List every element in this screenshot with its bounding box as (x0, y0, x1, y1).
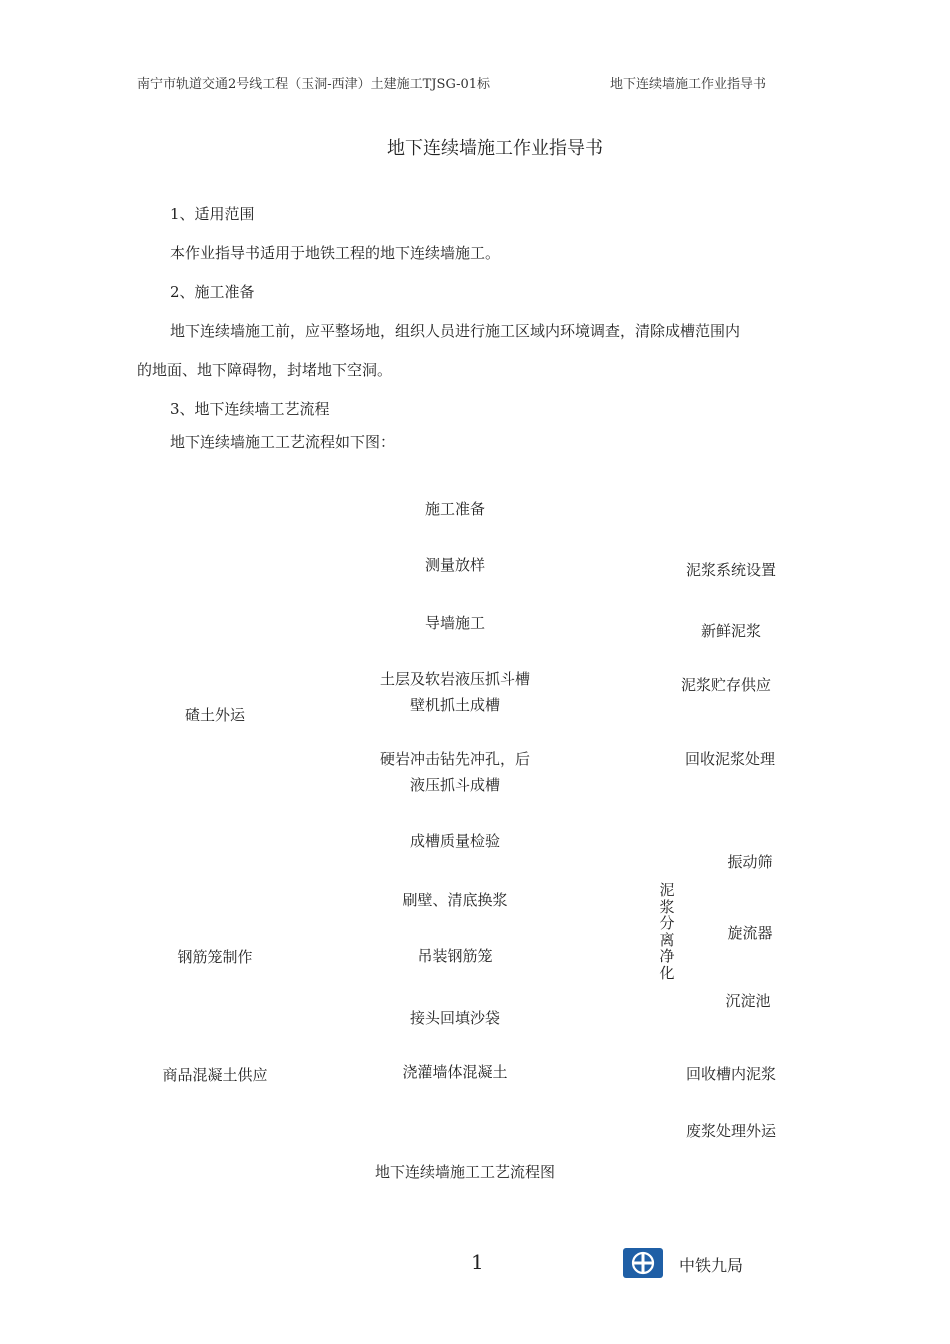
section-1-body: 本作业指导书适用于地铁工程的地下连续墙施工。 (170, 244, 501, 262)
flow-step-text: 接头回填沙袋 (409, 1009, 500, 1027)
separation-item: 沉淀池 (725, 992, 771, 1010)
flow-step-text: 施工准备 (424, 500, 485, 518)
flow-left-item: 商品混凝土供应 (162, 1066, 268, 1084)
flow-step (355, 666, 555, 718)
header-left: 南宁市轨道交通2号线工程（玉洞-西津）土建施工TJSG-01标 (137, 77, 491, 92)
flow-step-text: 硬岩冲击钻先冲孔，后 (379, 750, 530, 768)
flow-step-text: 刷壁、清底换浆 (402, 891, 508, 909)
flow-right-item: 新鲜泥浆 (700, 622, 761, 640)
flow-step (355, 887, 555, 913)
section-2-body-line2: 的地面、地下障碍物，封堵地下空洞。 (137, 361, 393, 379)
flow-step-text: 吊装钢筋笼 (417, 947, 493, 965)
flow-step-text: 壁机抓土成槽 (409, 696, 500, 714)
flow-right-item: 回收槽内泥浆 (685, 1065, 776, 1083)
flow-left-item: 钢筋笼制作 (177, 948, 253, 966)
flow-step (355, 496, 555, 522)
section-3-body: 地下连续墙施工工艺流程如下图： (170, 433, 396, 451)
section-3-heading: 3、地下连续墙工艺流程 (170, 400, 330, 418)
flow-step (355, 746, 555, 798)
flow-step (355, 610, 555, 636)
section-1-heading: 1、适用范围 (170, 205, 255, 223)
flow-step-text: 导墙施工 (424, 614, 485, 632)
flow-step-text: 测量放样 (424, 556, 485, 574)
flow-step (355, 1059, 555, 1085)
separation-label: 泥浆分离净化 (659, 881, 675, 982)
flow-step (355, 552, 555, 578)
flow-left-item: 碴土外运 (184, 706, 245, 724)
page-title: 地下连续墙施工作业指导书 (387, 138, 603, 159)
section-2-body-line1: 地下连续墙施工前，应平整场地，组织人员进行施工区域内环境调查，清除成槽范围内 (170, 322, 741, 340)
header-right: 地下连续墙施工作业指导书 (610, 77, 767, 92)
page-number: 1 (471, 1250, 484, 1274)
flow-step-text: 液压抓斗成槽 (409, 776, 500, 794)
flow-step (355, 943, 555, 969)
flow-step-text: 成槽质量检验 (409, 832, 500, 850)
flow-right-item: 回收泥浆处理 (684, 750, 775, 768)
logo-stem (642, 1253, 645, 1273)
section-2-heading: 2、施工准备 (170, 283, 255, 301)
flow-step (355, 1005, 555, 1031)
flow-right-item: 泥浆系统设置 (685, 561, 776, 579)
company-name: 中铁九局 (679, 1256, 744, 1275)
company-logo-icon (623, 1248, 663, 1278)
flow-right-item: 泥浆贮存供应 (680, 676, 771, 694)
flow-step (355, 828, 555, 854)
separation-item: 振动筛 (727, 853, 773, 871)
separation-item: 旋流器 (727, 924, 773, 942)
flow-step-text: 浇灌墙体混凝土 (402, 1063, 508, 1081)
flow-right-item: 废浆处理外运 (685, 1122, 776, 1140)
flowchart-caption: 地下连续墙施工工艺流程图 (375, 1163, 556, 1181)
flow-step-text: 土层及软岩液压抓斗槽 (379, 670, 530, 688)
